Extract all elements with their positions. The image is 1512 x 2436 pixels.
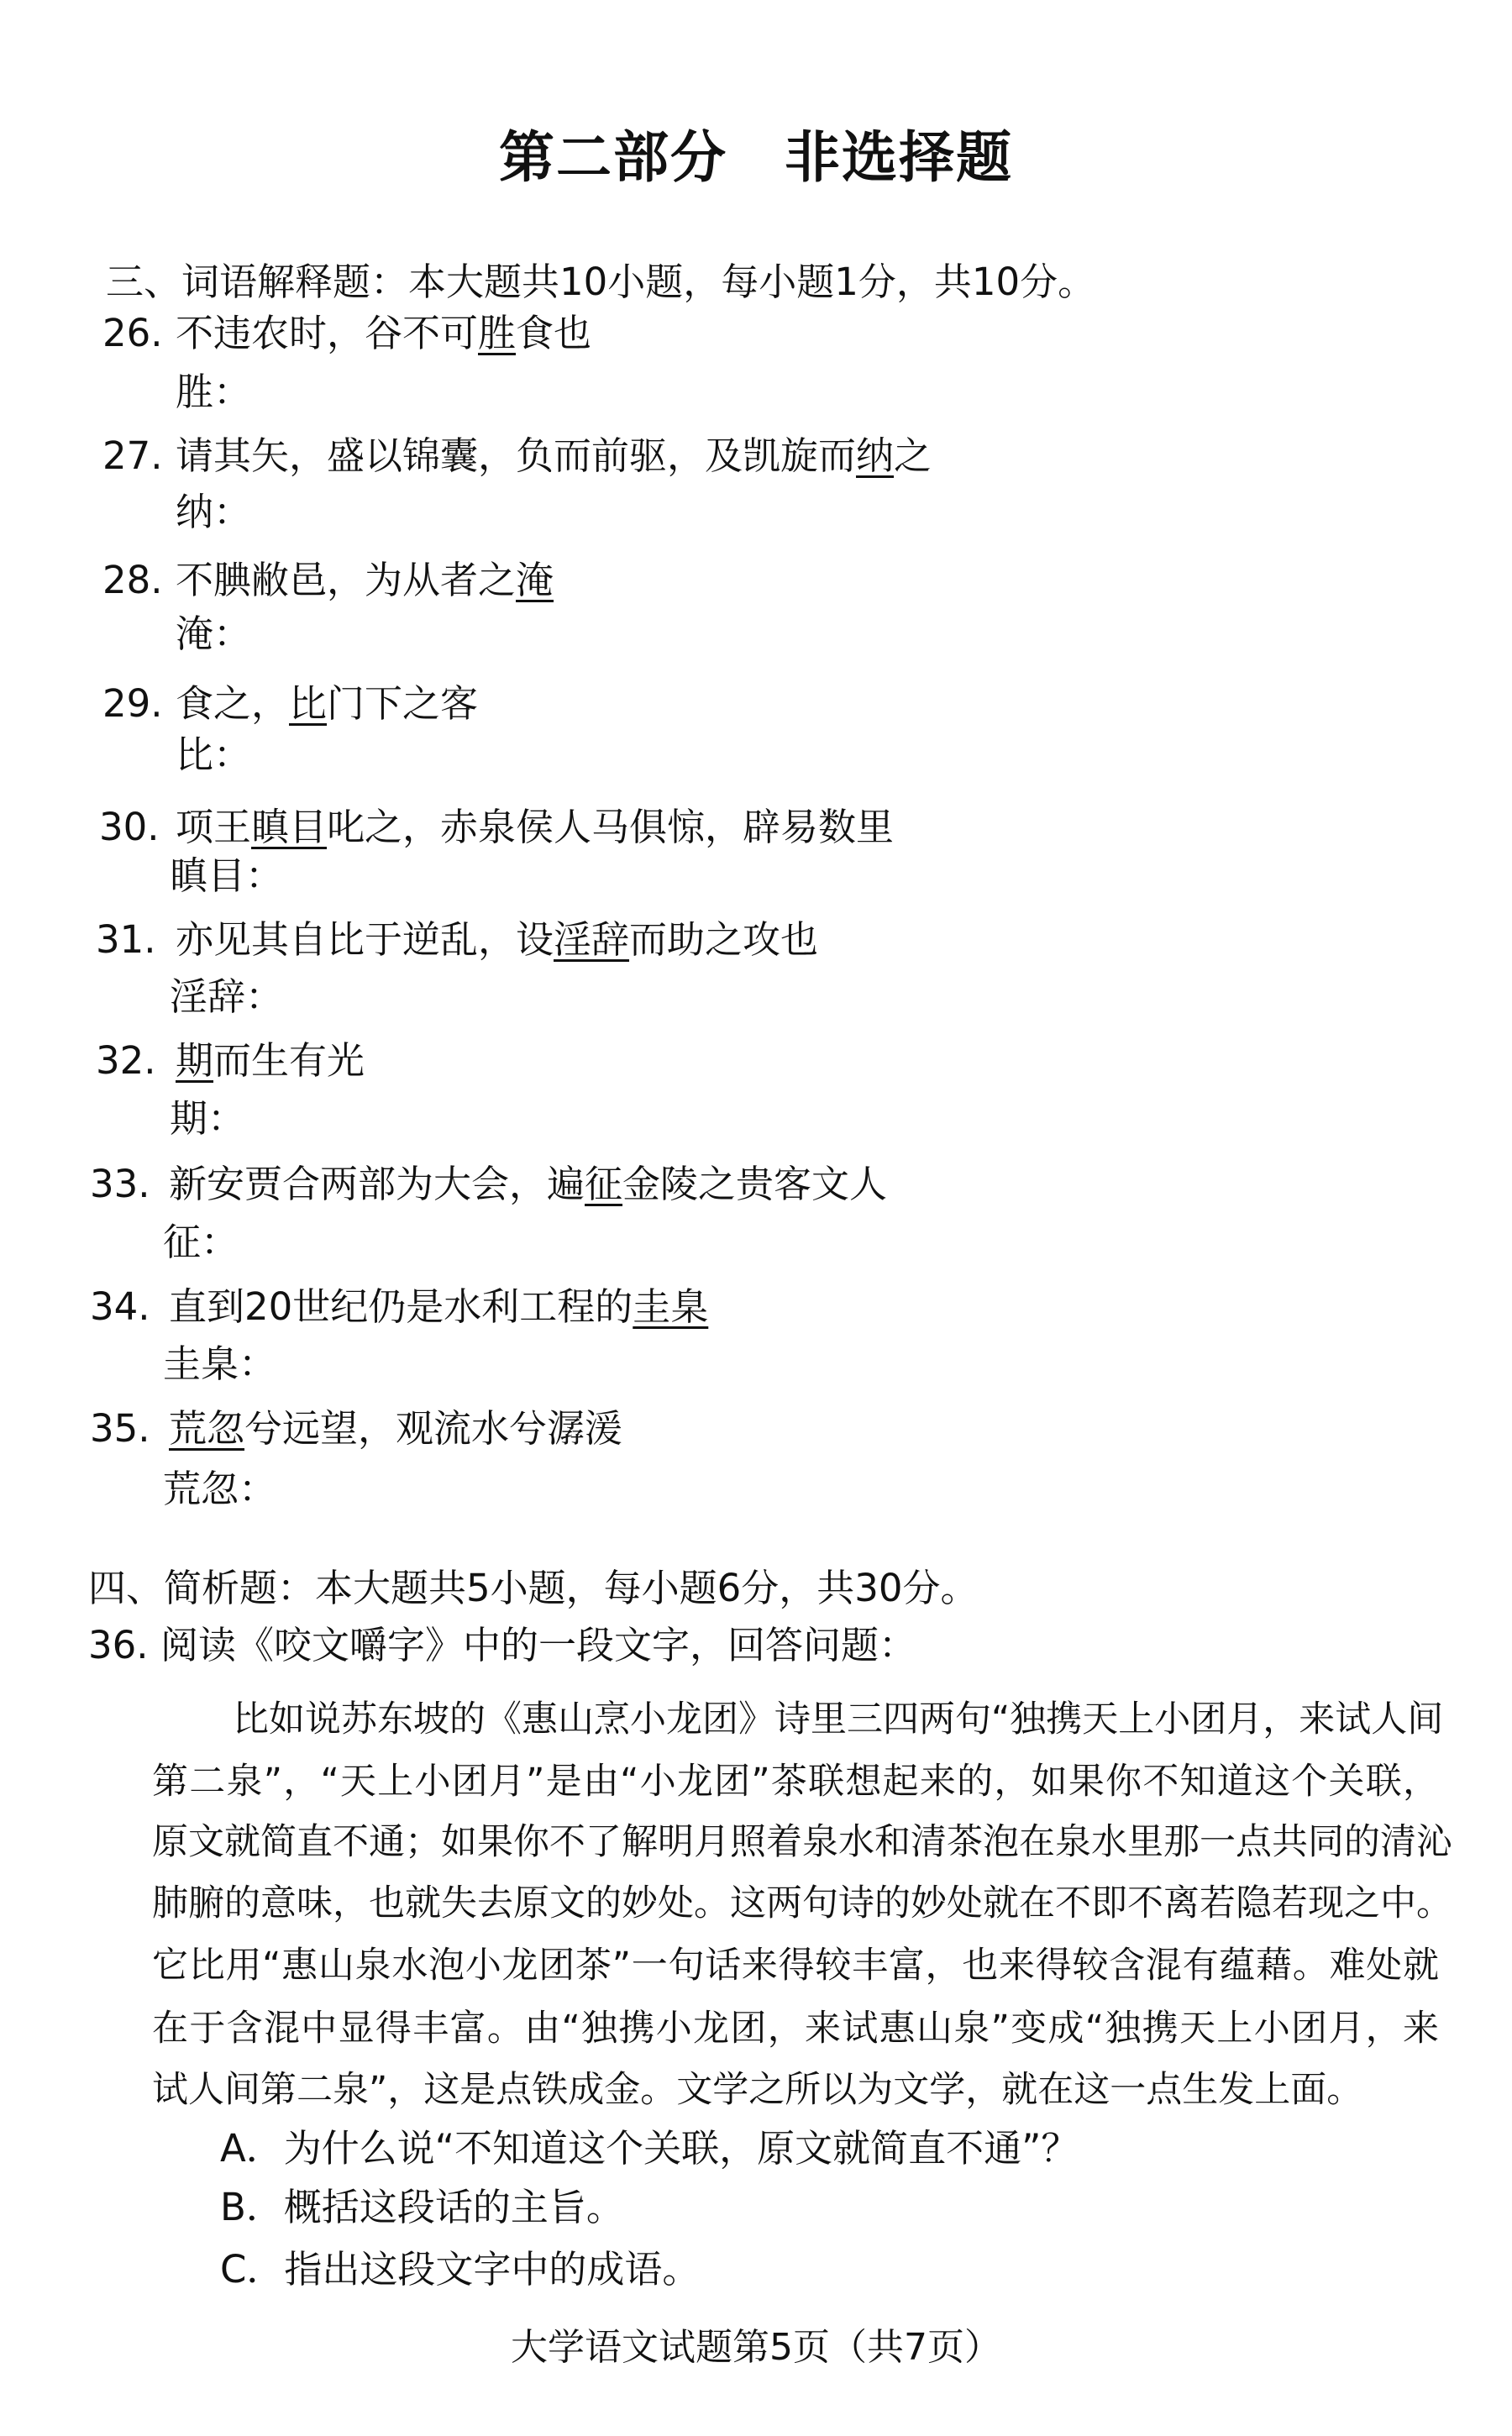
underlined-word: 征 bbox=[585, 1162, 623, 1206]
underlined-word: 胜 bbox=[478, 311, 517, 355]
passage-line: 比如说苏东坡的《惠山烹小龙团》诗里三四两句“独携天上小团月，来试人间 bbox=[233, 1698, 1444, 1740]
item-number: 35. bbox=[90, 1406, 150, 1451]
underlined-word: 圭臬 bbox=[633, 1284, 709, 1329]
item-number: 32. bbox=[96, 1038, 156, 1083]
item-text: 请其矢，盛以锦囊，负而前驱，及凯旋而 bbox=[176, 433, 857, 478]
underlined-word: 比 bbox=[289, 681, 328, 726]
passage-line: 试人间第二泉”，这是点铁成金。文学之所以为文学，就在这一点生发上面。 bbox=[152, 2069, 1363, 2111]
item-number: 28. bbox=[102, 558, 163, 602]
item-text: 项王 bbox=[176, 805, 252, 849]
passage-line: 原文就简直不通；如果你不了解明月照着泉水和清茶泡在泉水里那一点共同的清沁 bbox=[152, 1821, 1452, 1863]
item-text: 不违农时，谷不可 bbox=[176, 311, 479, 355]
underlined-word: 期 bbox=[176, 1038, 214, 1083]
item-number: 26. bbox=[102, 311, 163, 355]
answer-label: 征： bbox=[163, 1220, 239, 1264]
item-number: 29. bbox=[102, 681, 163, 726]
item-text: 直到20世纪仍是水利工程的 bbox=[169, 1284, 633, 1329]
vocab-item bbox=[96, 915, 818, 965]
question-36 bbox=[88, 1620, 916, 1671]
question-prompt: 阅读《咬文嚼字》中的一段文字，回答问题： bbox=[160, 1623, 917, 1667]
answer-label: 期： bbox=[170, 1096, 246, 1141]
underlined-word: 瞋目 bbox=[251, 805, 328, 849]
answer-label: 纳： bbox=[176, 490, 252, 534]
item-text: 亦见其自比于逆乱，设 bbox=[176, 917, 554, 962]
passage-line: 肺腑的意味，也就失去原文的妙处。这两句诗的妙处就在不即不离若隐若现之中。 bbox=[152, 1882, 1452, 1924]
item-number: 27. bbox=[102, 433, 163, 478]
subquestion-c: C．指出这段文字中的成语。 bbox=[220, 2247, 701, 2292]
vocab-item bbox=[96, 1036, 365, 1086]
item-text: 不腆敝邑，为从者之 bbox=[176, 558, 517, 602]
subquestion-a: A．为什么说“不知道这个关联，原文就简直不通”？ bbox=[220, 2126, 1079, 2171]
vocab-item bbox=[90, 1159, 887, 1210]
answer-label: 淹： bbox=[176, 612, 252, 656]
answer-label: 胜： bbox=[176, 370, 252, 414]
passage-line: 第二泉”，“天上小团月”是由“小龙团”茶联想起来的，如果你不知道这个关联， bbox=[152, 1761, 1439, 1803]
question-number: 36. bbox=[88, 1623, 149, 1667]
item-text: 而助之攻也 bbox=[629, 917, 819, 962]
item-text: 新安贾合两部为大会，遍 bbox=[169, 1162, 585, 1206]
item-number: 30. bbox=[99, 805, 160, 849]
answer-label: 瞋目： bbox=[170, 853, 284, 898]
underlined-word: 荒忽 bbox=[169, 1406, 245, 1451]
vocab-item bbox=[102, 431, 932, 481]
vocab-item bbox=[102, 308, 591, 359]
answer-label: 比： bbox=[176, 732, 252, 777]
vocab-item bbox=[99, 802, 894, 853]
item-text: 而生有光 bbox=[213, 1038, 365, 1083]
item-text: 叱之，赤泉侯人马俱惊，辟易数里 bbox=[327, 805, 895, 849]
answer-label: 淫辞： bbox=[170, 974, 284, 1019]
item-number: 31. bbox=[96, 917, 156, 962]
item-text: 金陵之贵客文人 bbox=[622, 1162, 888, 1206]
answer-label: 圭臬： bbox=[163, 1341, 277, 1386]
section-4-heading: 四、简析题：本大题共5小题，每小题6分，共30分。 bbox=[88, 1566, 979, 1610]
item-text: 食也 bbox=[516, 311, 592, 355]
passage-line: 它比用“惠山泉水泡小龙团茶”一句话来得较丰富，也来得较含混有蕴藉。难处就 bbox=[152, 1945, 1439, 1987]
vocab-item bbox=[102, 555, 554, 606]
answer-label: 荒忽： bbox=[163, 1467, 277, 1511]
item-text: 食之， bbox=[176, 681, 290, 726]
item-text: 兮远望，观流水兮潺湲 bbox=[244, 1406, 623, 1451]
item-number: 34. bbox=[90, 1284, 150, 1329]
item-number: 33. bbox=[90, 1162, 150, 1206]
underlined-word: 淹 bbox=[516, 558, 554, 602]
page-footer: 大学语文试题第5页（共7页） bbox=[511, 2326, 1001, 2369]
passage-line: 在于含混中显得丰富。由“独携小龙团，来试惠山泉”变成“独携天上小团月，来 bbox=[152, 2008, 1439, 2050]
subquestion-b: B．概括这段话的主旨。 bbox=[220, 2185, 624, 2229]
item-text: 之 bbox=[894, 433, 932, 478]
underlined-word: 淫辞 bbox=[554, 917, 630, 962]
item-text: 门下之客 bbox=[327, 681, 479, 726]
vocab-item bbox=[90, 1282, 708, 1332]
vocab-item bbox=[102, 679, 478, 729]
section-3-heading: 三、词语解释题：本大题共10小题，每小题1分，共10分。 bbox=[106, 260, 1096, 304]
underlined-word: 纳 bbox=[856, 433, 895, 478]
vocab-item bbox=[90, 1404, 622, 1454]
page-title: 第二部分 非选择题 bbox=[499, 125, 1013, 190]
